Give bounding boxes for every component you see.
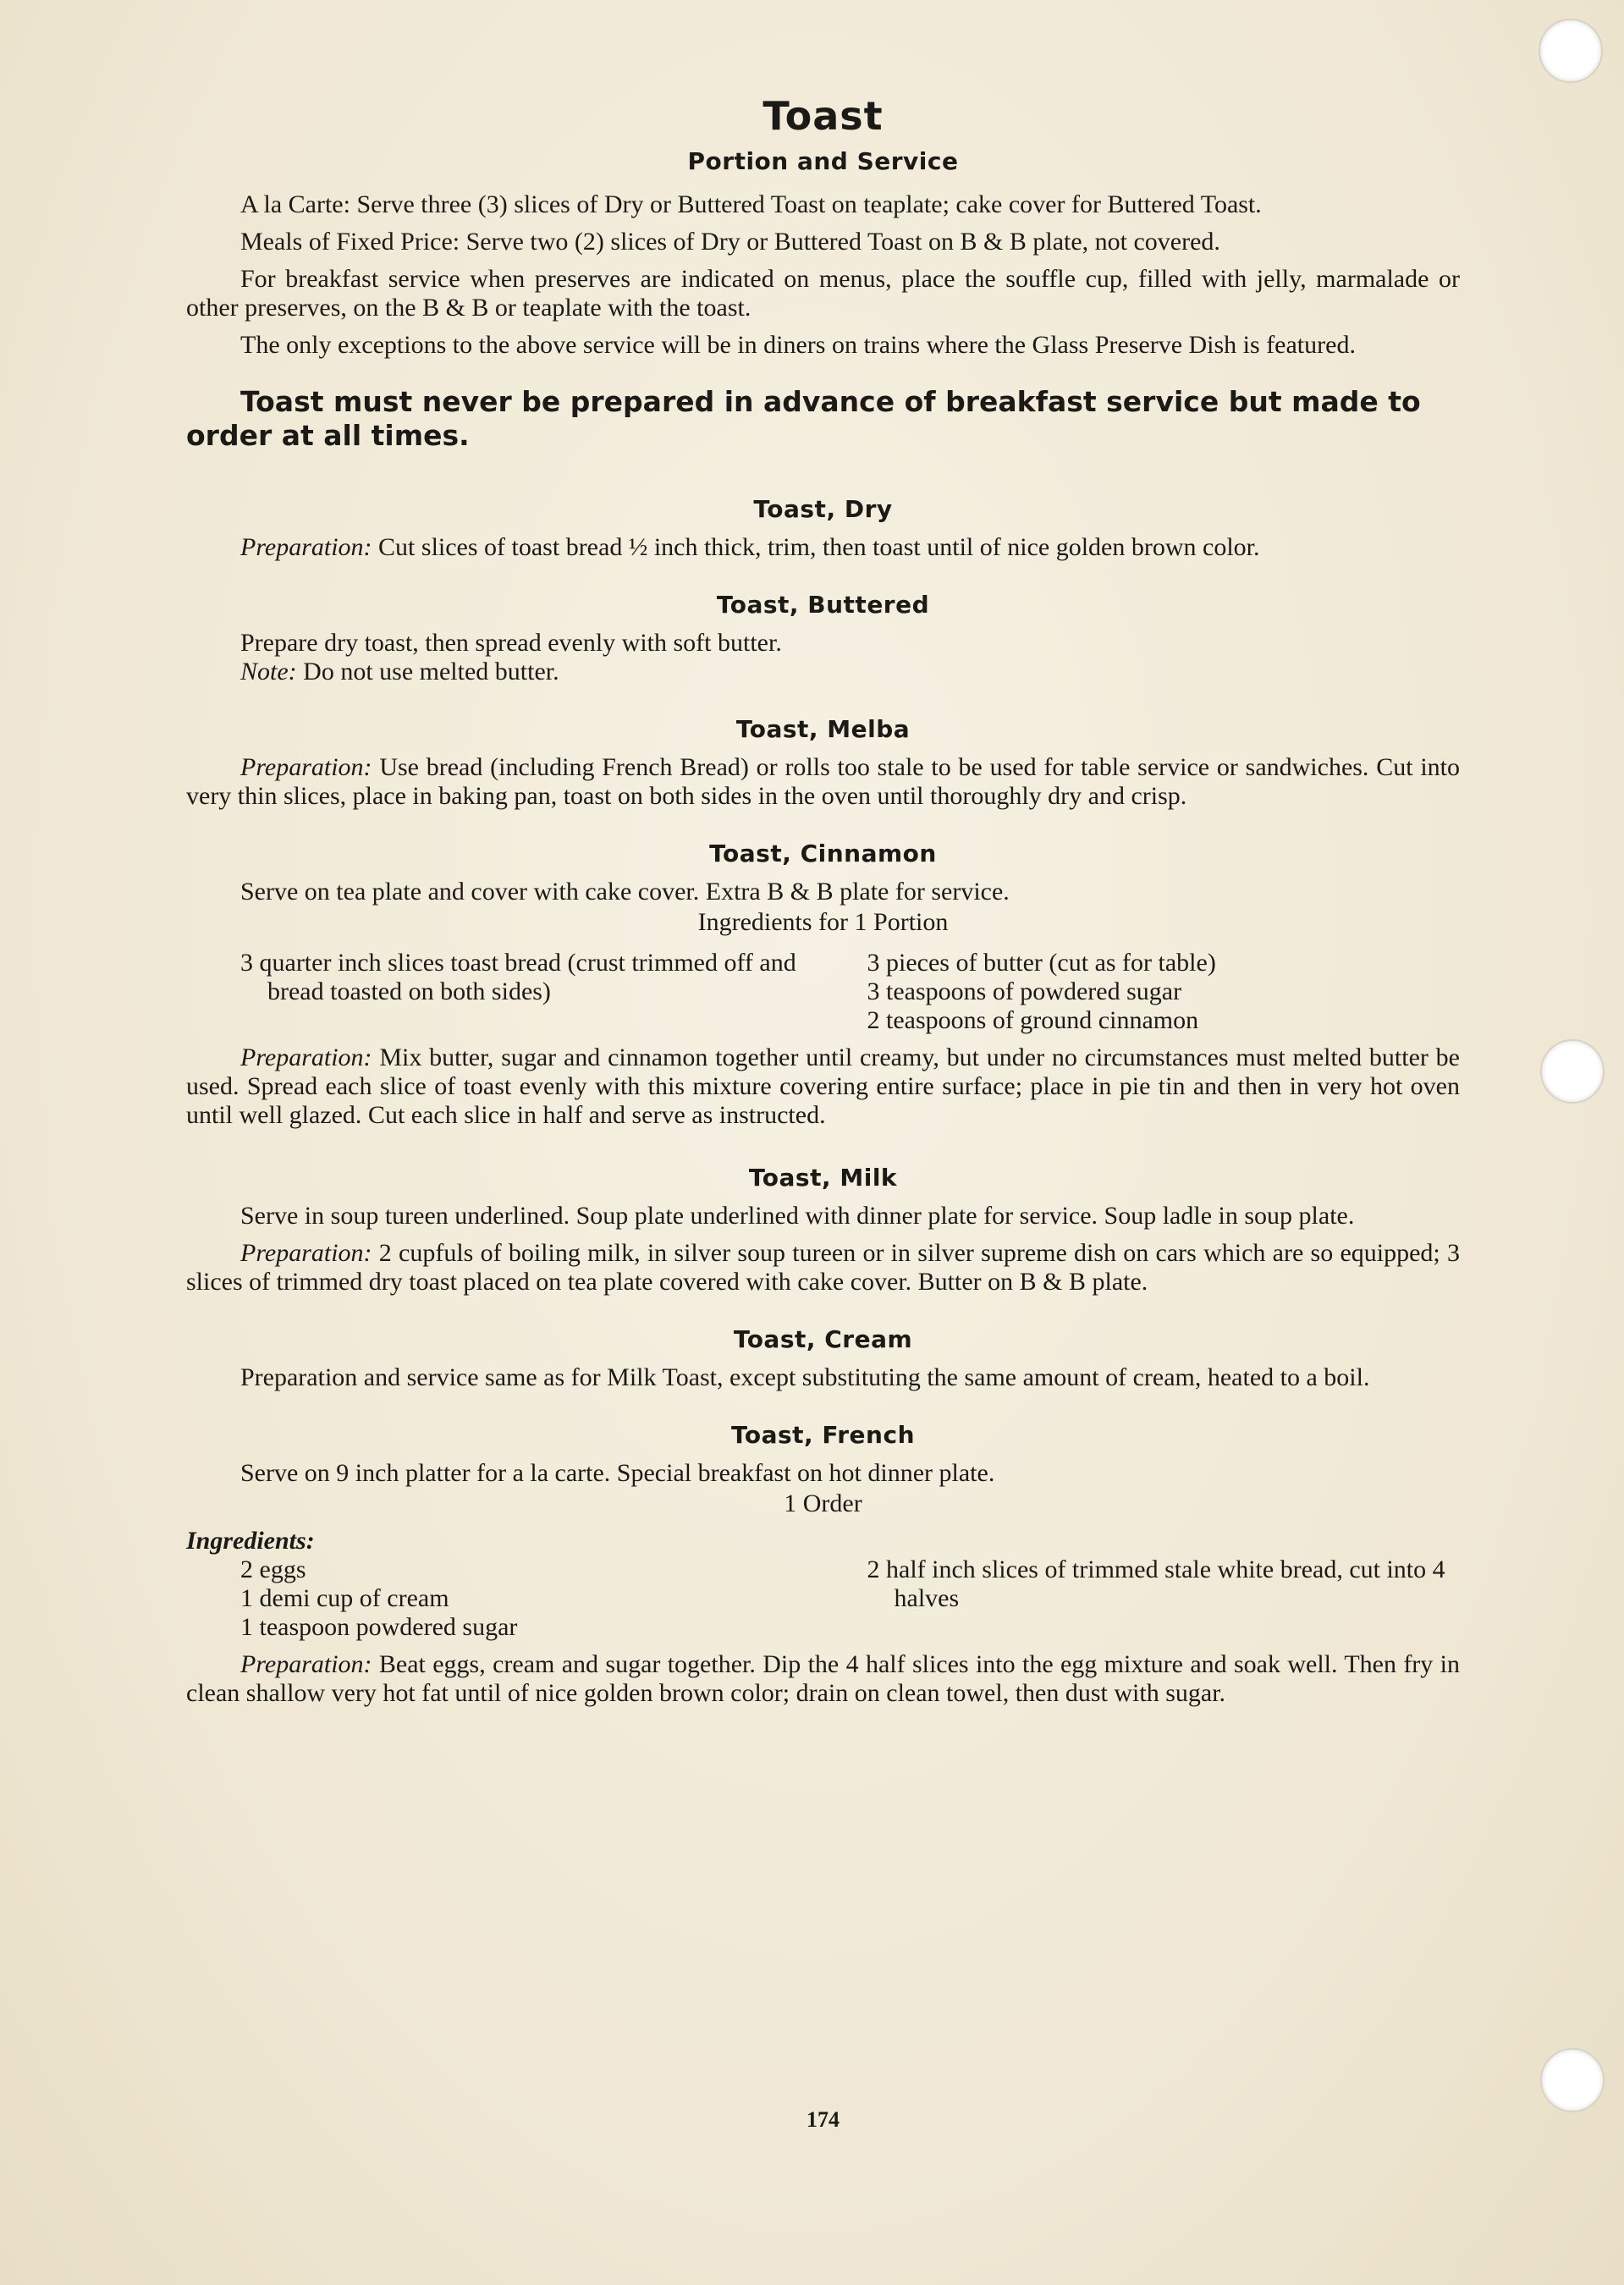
section-heading: Toast, Melba	[735, 715, 911, 743]
section-toast-cream	[186, 1325, 1460, 1392]
preparation-label: Preparation:	[240, 1650, 372, 1678]
preparation-text	[186, 1043, 1460, 1130]
service-text: Serve on tea plate and cover with cake cover. Extra B & B plate for service.	[240, 878, 1010, 906]
note-text	[186, 658, 1460, 686]
preparation-body: Beat eggs, cream and sugar together. Dip the 4 half slices into the egg mixture and soak well. Then fry in clean shallow very hot fat until of nice golden brown color; drain on clean towel, then dust with sugar.	[186, 1650, 1460, 1707]
buttered-line: Prepare dry toast, then spread evenly with soft butter.	[240, 629, 782, 657]
order-label: 1 Order	[784, 1489, 862, 1517]
intro-paragraph: Meals of Fixed Price: Serve two (2) slices of Dry or Buttered Toast on B & B plate, not covered.	[240, 228, 1220, 256]
ingredients-label: Ingredients:	[186, 1527, 315, 1555]
preparation-body: Mix butter, sugar and cinnamon together until creamy, but under no circumstances must melted butter be used. Spread each slice of toast evenly with this mixture covering entire surface; place in pie tin and then in very hot oven until well glazed. Cut each slice in half and serve as instructed.	[186, 1043, 1460, 1129]
page	[186, 93, 1460, 2260]
section-heading: Toast, Cream	[733, 1325, 913, 1353]
preparation-text	[186, 533, 1460, 562]
ingredients-right	[867, 1555, 1461, 1642]
page-subtitle: Portion and Service	[687, 147, 959, 175]
intro-paragraph: The only exceptions to the above service will be in diners on trains where the Glass Preserve Dish is featured.	[240, 331, 1356, 359]
preparation-label: Preparation:	[240, 1239, 372, 1267]
section-heading: Toast, Cinnamon	[709, 840, 937, 867]
ingredient-item: 3 teaspoons of powdered sugar	[867, 977, 1182, 1005]
cream-text: Preparation and service same as for Milk Toast, except substituting the same amount of cream, heated to a boil.	[240, 1363, 1370, 1391]
ingredient-item: 2 half inch slices of trimmed stale white bread, cut into 4 halves	[867, 1555, 1445, 1612]
preparation-body: 2 cupfuls of boiling milk, in silver soup tureen or in silver supreme dish on cars which are so equipped; 3 slices of trimmed dry toast placed on tea plate covered with cake cover. Butter on B & B plate.	[186, 1239, 1460, 1296]
ingredients-columns	[186, 949, 1460, 1035]
ingredient-item: 3 pieces of butter (cut as for table)	[867, 949, 1216, 977]
section-toast-french	[186, 1421, 1460, 1708]
preparation-text	[186, 753, 1460, 811]
intro-paragraph: A la Carte: Serve three (3) slices of Dry or Buttered Toast on teaplate; cake cover for Buttered Toast.	[240, 190, 1262, 218]
section-toast-melba	[186, 715, 1460, 811]
emphasis-note: Toast must never be prepared in advance of breakfast service but made to order at all times.	[186, 385, 1421, 452]
preparation-text	[186, 1239, 1460, 1297]
preparation-label: Preparation:	[240, 1043, 372, 1071]
service-text: Serve on 9 inch platter for a la carte. Special breakfast on hot dinner plate.	[240, 1459, 995, 1487]
punch-hole-middle	[1540, 1039, 1605, 1104]
ingredient-item: 1 demi cup of cream	[240, 1584, 449, 1612]
section-toast-dry	[186, 495, 1460, 562]
punch-hole-bottom	[1540, 2048, 1605, 2112]
ingredient-item: 3 quarter inch slices toast bread (crust trimmed off and bread toasted on both sides)	[240, 949, 796, 1005]
portion-label: Ingredients for 1 Portion	[697, 908, 949, 936]
intro-paragraph: For breakfast service when preserves are indicated on menus, place the souffle cup, filled with jelly, marmalade or other preserves, on the B & B or teaplate with the toast.	[186, 265, 1460, 322]
section-heading: Toast, French	[730, 1421, 916, 1449]
section-toast-buttered	[186, 591, 1460, 686]
ingredients-columns	[186, 1555, 1460, 1642]
ingredient-item: 2 eggs	[240, 1555, 306, 1583]
intro-section	[186, 190, 1460, 360]
preparation-body: Cut slices of toast bread ½ inch thick, trim, then toast until of nice golden brown color.	[372, 533, 1260, 561]
section-heading: Toast, Buttered	[716, 591, 930, 619]
service-text: Serve in soup tureen underlined. Soup plate underlined with dinner plate for service. Soup ladle in soup plate.	[240, 1202, 1355, 1230]
punch-hole-top	[1539, 19, 1603, 83]
section-heading: Toast, Milk	[748, 1164, 898, 1192]
page-title: Toast	[762, 93, 884, 139]
preparation-label: Preparation:	[240, 753, 372, 781]
page-number: 174	[806, 2107, 840, 2132]
ingredients-left	[240, 949, 834, 1035]
ingredients-right	[867, 949, 1461, 1035]
section-toast-cinnamon	[186, 840, 1460, 1130]
note-body: Do not use melted butter.	[296, 658, 559, 686]
preparation-label: Preparation:	[240, 533, 372, 561]
preparation-body: Use bread (including French Bread) or rolls too stale to be used for table service or sandwiches. Cut into very thin slices, place in baking pan, toast on both sides in the oven until thoroughly dry and crisp.	[186, 753, 1460, 810]
preparation-text	[186, 1650, 1460, 1708]
ingredients-left	[240, 1555, 834, 1642]
section-toast-milk	[186, 1164, 1460, 1297]
section-heading: Toast, Dry	[753, 495, 893, 523]
note-label: Note:	[240, 658, 297, 686]
ingredient-item: 2 teaspoons of ground cinnamon	[867, 1006, 1199, 1034]
ingredient-item: 1 teaspoon powdered sugar	[240, 1613, 518, 1641]
